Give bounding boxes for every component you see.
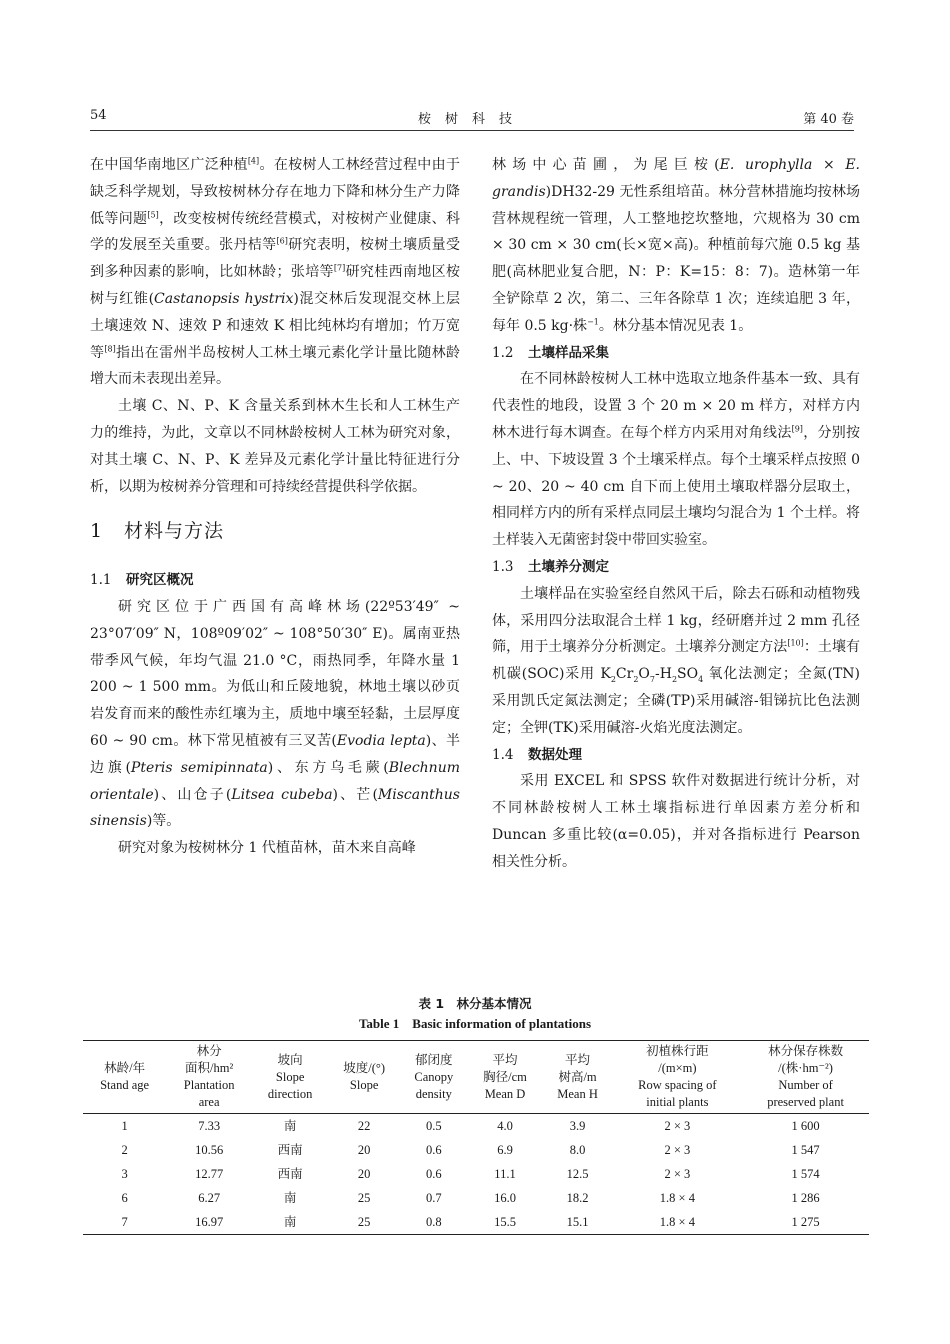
header-line: area xyxy=(198,1095,220,1109)
paragraph: 林场中心苗圃，为尾巨桉(E. urophylla × E. grandis)DH32-29 无性系组培苗。林分营林措施均按林场营林规程统一管理，人工整地挖坎整地，穴规格为 30 cm × 30 cm × 30 cm(长×宽×高)。种植前每穴施 0.5 kg 基肥(高林肥业复合肥，N：P：K=15：8：7)。造林第一年全铲除草 2 次，第二、三年各除草 1 次；连续追肥 3 年，每年 0.5 kg·株$^{-1}$。林分基本情况见表 1。 xyxy=(492,157,861,334)
table-cell: 2 × 3 xyxy=(664,1166,691,1181)
table-header-cell xyxy=(468,1041,543,1114)
journal-name: 桉树科技 xyxy=(417,112,526,127)
table-cell: 25 xyxy=(357,1214,371,1229)
left-column xyxy=(90,152,460,862)
header-line: 初植株行距 xyxy=(646,1044,709,1058)
table-cell: 15.1 xyxy=(566,1214,589,1229)
table-row xyxy=(83,1186,869,1210)
paragraph: 研究对象为桉树林分 1 代植苗林，苗木来自高峰 xyxy=(118,840,416,857)
table-cell: 西南 xyxy=(277,1142,303,1157)
table-cell: 3 xyxy=(121,1166,128,1181)
table-header-cell xyxy=(613,1041,743,1114)
paragraph: 在不同林龄桉树人工林中选取立地条件基本一致、具有代表性的地段，设置 3 个 20 m × 20 m 样方，对样方内林木进行每木调查。在每个样方内采用对角线法[9]，分别按上、中、下坡设置 3 个土壤采样点。每个土壤采样点按照 0 ~ 20、20 ~ 40 cm 自下而上使用土壤取样器分层取土，相同样方内的所有采样点同层土壤均匀混合为 1 个土样。将土样装入无菌密封袋中带回实验室。 xyxy=(492,371,861,549)
table-header-row xyxy=(83,1041,869,1114)
header-line: Slope xyxy=(349,1078,379,1092)
table-cell: 10.56 xyxy=(195,1142,224,1157)
header-line: 面积/hm² xyxy=(185,1061,234,1075)
header-line: 平均 xyxy=(492,1052,518,1067)
table-cell: 6 xyxy=(121,1190,128,1205)
table-cell: 1.8 × 4 xyxy=(659,1214,695,1229)
table-cell: 20 xyxy=(357,1166,371,1181)
header-line: Stand age xyxy=(100,1078,150,1092)
header-line: density xyxy=(415,1086,452,1101)
header-line: Plantation xyxy=(183,1078,235,1092)
table-header-cell xyxy=(742,1041,869,1114)
table-cell: 1 275 xyxy=(791,1214,820,1229)
table-cell: 2 × 3 xyxy=(664,1118,691,1133)
table-cell: 0.8 xyxy=(426,1214,442,1229)
header-line: Mean D xyxy=(484,1086,526,1101)
table-cell: 15.5 xyxy=(494,1214,516,1229)
table-row xyxy=(83,1138,869,1162)
table-cell: 1 547 xyxy=(791,1142,820,1157)
table-header-cell xyxy=(400,1041,467,1114)
header-line: 坡向 xyxy=(277,1052,303,1067)
paragraph: 研究区位于广西国有高峰林场(22º53′49″ ~ 23°07′09″ N，108º09′02″ ~ 108°50′30″ E)。属南亚热带季风气候，年均气温 21.0 °C，雨热同季，年降水量 1 200 ~ 1 500 mm。为低山和丘陵地貌，林地土壤以砂页岩发育而来的酸性赤红壤为主，质地中壤至轻黏，土层厚度 60 ~ 90 cm。林下常见植被有三叉苦(Evodia lepta)、半边旗(Pteris semipinnata)、东方乌毛蕨(Blechnum orientale)、山仓子(Litsea cubeba)、芒(Miscanthus sinensis)等。 xyxy=(90,598,460,830)
header-line: 胸径/cm xyxy=(483,1069,527,1084)
header-line: initial plants xyxy=(646,1095,709,1109)
header-line: Slope xyxy=(275,1069,305,1084)
table-cell: 1 286 xyxy=(791,1190,820,1205)
header-line: /(m×m) xyxy=(658,1061,697,1075)
section-heading: 1 材料与方法 xyxy=(90,520,225,543)
header-line: 坡度/(°) xyxy=(343,1061,386,1075)
volume-label: 第 40 卷 xyxy=(803,112,854,127)
table-cell: 16.0 xyxy=(494,1190,516,1205)
table-cell: 0.7 xyxy=(426,1190,442,1205)
header-line: 平均 xyxy=(565,1052,591,1067)
header-line: direction xyxy=(267,1086,313,1101)
table-row xyxy=(83,1162,869,1186)
table-cell: 0.5 xyxy=(426,1118,442,1133)
paragraph: 采用 EXCEL 和 SPSS 软件对数据进行统计分析，对不同林龄桉树人工林土壤指标进行单因素方差分析和 Duncan 多重比较(α=0.05)，并对各指标进行 Pearson 相关性分析。 xyxy=(492,773,860,870)
table-cell: 1 574 xyxy=(791,1166,820,1181)
table-header-cell xyxy=(166,1041,252,1114)
header-line: 林龄/年 xyxy=(104,1061,146,1075)
table-cell: 20 xyxy=(357,1142,371,1157)
paragraph: 在中国华南地区广泛种植[4]。在桉树人工林经营过程中由于缺乏科学规划，导致桉树林分存在地力下降和林分生产力降低等问题[5]，改变桉树传统经营模式，对桉树产业健康、科学的发展至关重要。张丹桔等[6]研究表明，桉树土壤质量受到多种因素的影响，比如林龄；张培等[7]研究桂西南地区桉树与红锥(Castanopsis hystrix)混交林后发现混交林上层土壤速效 N、速效 P 和速效 K 相比纯林均有增加；竹万宽等[8]指出在雷州半岛桉树人工林土壤元素化学计量比随林龄增大而未表现出差异。 xyxy=(90,156,461,388)
page-number: 54 xyxy=(90,108,107,123)
subsection-heading: 1.2 土壤样品采集 xyxy=(492,344,609,361)
right-column xyxy=(492,152,860,876)
header-line: preserved plant xyxy=(767,1095,844,1109)
table-cell: 22 xyxy=(357,1118,371,1133)
table-cell: 0.6 xyxy=(426,1142,442,1157)
table-header-cell xyxy=(543,1041,613,1114)
subsection-heading: 1.4 数据处理 xyxy=(492,746,582,763)
table-cell: 4.0 xyxy=(497,1118,513,1133)
header-line: 树高/m xyxy=(558,1069,597,1084)
table-body xyxy=(83,1114,869,1235)
subsection-heading: 1.3 土壤养分测定 xyxy=(492,558,609,575)
table-cell: 16.97 xyxy=(195,1214,224,1229)
table-header-cell xyxy=(252,1041,328,1114)
table-cell: 1 600 xyxy=(791,1118,820,1133)
header-line: Row spacing of xyxy=(638,1078,717,1092)
subsection-heading: 1.1 研究区概况 xyxy=(90,572,194,589)
paragraph: 土壤 C、N、P、K 含量关系到林木生长和人工林生产力的维持，为此，文章以不同林龄桉树人工林为研究对象，对其土壤 C、N、P、K 差异及元素化学计量比特征进行分析，以期为桉树养分管理和可持续经营提供科学依据。 xyxy=(90,398,460,495)
header-line: Mean H xyxy=(557,1086,598,1101)
table-header-cell xyxy=(83,1041,166,1114)
table-cell: 11.1 xyxy=(494,1166,516,1181)
table-row xyxy=(83,1210,869,1235)
table-cell: 7.33 xyxy=(198,1118,221,1133)
table-cell: 1 xyxy=(121,1118,128,1133)
table-cell: 18.2 xyxy=(566,1190,589,1205)
table-header-cell xyxy=(328,1041,400,1114)
table-cell: 8.0 xyxy=(569,1142,586,1157)
table-cell: 南 xyxy=(283,1214,297,1229)
table-cell: 1.8 × 4 xyxy=(659,1190,695,1205)
header-line: 林分 xyxy=(196,1044,222,1058)
table-cell: 7 xyxy=(121,1214,128,1229)
table-caption-zh: 表 1 林分基本情况 xyxy=(418,996,532,1011)
header-line: 林分保存株数 xyxy=(768,1044,844,1058)
table-cell: 2 × 3 xyxy=(664,1142,691,1157)
table-cell: 0.6 xyxy=(426,1166,442,1181)
header-line: Canopy xyxy=(414,1069,454,1084)
table-cell: 12.77 xyxy=(195,1166,224,1181)
table-caption xyxy=(0,994,950,1034)
table-cell: 2 xyxy=(121,1142,128,1157)
table-cell: 南 xyxy=(283,1118,297,1133)
running-header xyxy=(90,106,854,131)
table-cell: 6.27 xyxy=(198,1190,221,1205)
table-cell: 12.5 xyxy=(566,1166,589,1181)
table-cell: 6.9 xyxy=(497,1142,513,1157)
plantation-info-table xyxy=(83,1040,869,1235)
header-line: Number of xyxy=(778,1078,833,1092)
table-cell: 25 xyxy=(357,1190,371,1205)
table-row xyxy=(83,1114,869,1139)
header-line: /(株·hm⁻²) xyxy=(778,1061,833,1075)
paragraph: 土壤样品在实验室经自然风干后，除去石砾和动植物残体，采用四分法取混合土样 1 kg，经研磨并过 2 mm 孔径筛，用于土壤养分分析测定。土壤养分测定方法[10]：土壤有机碳(SOC)采用 $K_2Cr_2O_7-H_2SO_4$ 氧化法测定；全氮(TN)采用凯氏定氮法测定；全磷(TP)采用碱溶-钼锑抗比色法测定；全钾(TK)采用碱溶-火焰光度法测定。 xyxy=(492,585,861,736)
table-cell: 南 xyxy=(283,1190,297,1205)
header-line: 郁闭度 xyxy=(415,1052,453,1067)
table-cell: 西南 xyxy=(277,1166,303,1181)
table-caption-en: Table 1 Basic information of plantations xyxy=(358,1016,592,1031)
table-cell: 3.9 xyxy=(569,1118,586,1133)
